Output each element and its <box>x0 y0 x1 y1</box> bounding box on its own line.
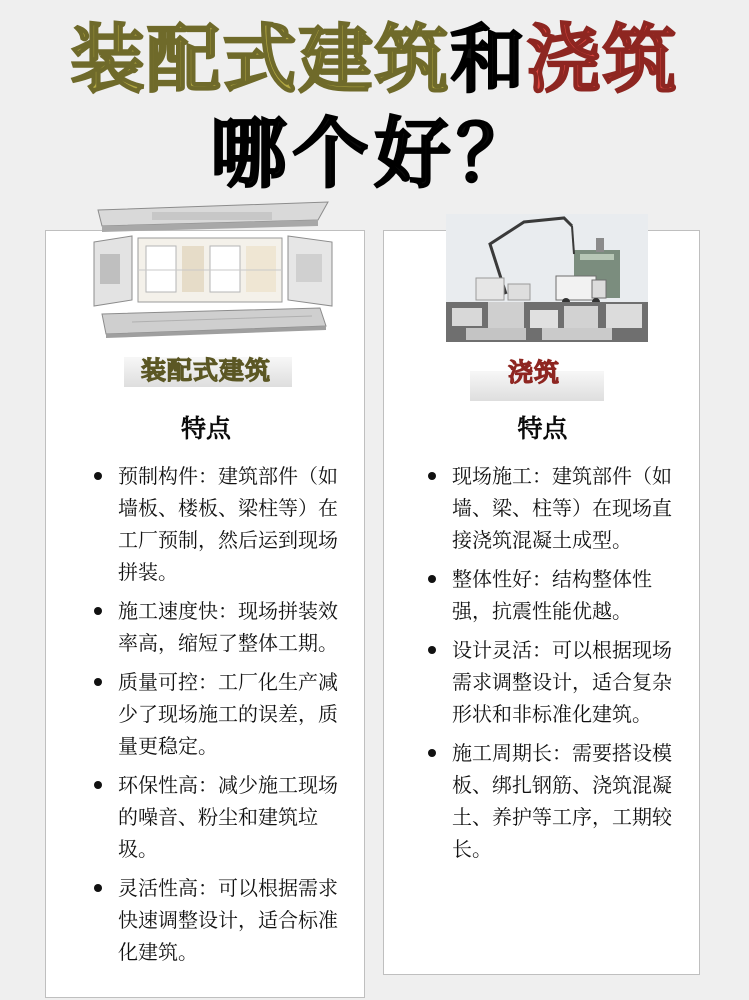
feature-text: 预制构件：建筑部件（如墙板、楼板、梁柱等）在工厂预制，然后运到现场拼装。 <box>118 464 338 584</box>
bullet-icon <box>428 646 436 654</box>
bullet-icon <box>428 749 436 757</box>
list-item <box>88 872 348 968</box>
prefab-label: 装配式建筑 <box>140 356 271 385</box>
bullet-icon <box>428 575 436 583</box>
pour-label: 浇筑 <box>507 358 560 387</box>
feature-text: 灵活性高：可以根据需求快速调整设计，适合标准化建筑。 <box>118 876 338 964</box>
list-item <box>422 460 682 556</box>
prefab-panel <box>45 230 365 998</box>
bullet-icon <box>94 781 102 789</box>
concrete-pouring-site-photo <box>446 214 648 342</box>
feature-text: 施工周期长：需要搭设模板、绑扎钢筋、浇筑混凝土、养护等工序，工期较长。 <box>452 741 672 861</box>
bullet-icon <box>428 472 436 480</box>
prefab-heading: 特点 <box>180 414 231 443</box>
title-pour: 浇筑 <box>526 17 679 103</box>
list-item <box>422 737 682 865</box>
pour-heading: 特点 <box>517 414 568 443</box>
title-and: 和 <box>450 17 527 103</box>
list-item <box>88 460 348 588</box>
title-prefab: 装配式建筑 <box>70 17 451 103</box>
list-item <box>88 769 348 865</box>
list-item <box>88 666 348 762</box>
pour-feature-list <box>422 460 682 872</box>
list-item <box>422 563 682 627</box>
prefab-feature-list <box>88 460 348 975</box>
list-item <box>422 634 682 730</box>
prefab-building-illustration <box>92 196 334 338</box>
list-item <box>88 595 348 659</box>
bullet-icon <box>94 472 102 480</box>
feature-text: 施工速度快：现场拼装效率高，缩短了整体工期。 <box>118 599 338 655</box>
title-line-1 <box>0 14 749 106</box>
bullet-icon <box>94 607 102 615</box>
feature-text: 质量可控：工厂化生产减少了现场施工的误差，质量更稳定。 <box>118 670 338 758</box>
feature-text: 整体性好：结构整体性强，抗震性能优越。 <box>452 567 652 623</box>
bullet-icon <box>94 884 102 892</box>
feature-text: 设计灵活：可以根据现场需求调整设计，适合复杂形状和非标准化建筑。 <box>452 638 672 726</box>
bullet-icon <box>94 678 102 686</box>
feature-text: 环保性高：减少施工现场的噪音、粉尘和建筑垃圾。 <box>118 773 338 861</box>
title-line-2: 哪个好？ <box>210 109 539 198</box>
feature-text: 现场施工：建筑部件（如墙、梁、柱等）在现场直接浇筑混凝土成型。 <box>452 464 672 552</box>
